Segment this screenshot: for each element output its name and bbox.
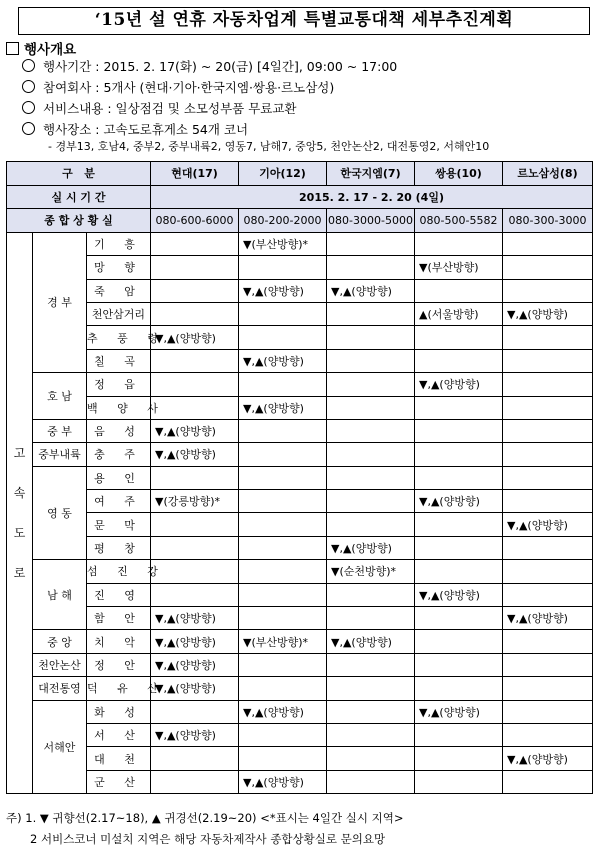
rest-area-row [7,653,593,676]
service-cell [415,466,503,489]
service-cell [503,583,593,606]
overview-item [22,57,397,75]
phone-number: 080-200-2000 [239,209,327,233]
rest-area-row [7,232,593,255]
service-cell [151,583,239,606]
service-cell [327,770,415,793]
rest-area-row [7,373,593,396]
service-cell [503,653,593,676]
company-header: 기아(12) [239,162,327,186]
service-cell [327,302,415,325]
service-cell [239,583,327,606]
rest-area-name: 섬 진 강 [87,560,151,583]
rest-area-row [7,630,593,653]
rest-area-row [7,490,593,513]
service-cell: ▼,▲(양방향) [239,396,327,419]
service-cell [151,513,239,536]
service-cell [503,279,593,302]
service-cell [503,232,593,255]
rest-area-row [7,466,593,489]
overview-heading [6,38,76,58]
service-cell [415,653,503,676]
rest-area-name: 칠 곡 [87,349,151,372]
highway-name: 중부내륙 [33,443,87,466]
service-cell [239,653,327,676]
service-cell [415,349,503,372]
service-cell [327,607,415,630]
service-cell [239,443,327,466]
highway-name: 영 동 [33,466,87,560]
service-cell: ▲(서울방향) [415,302,503,325]
service-cell [239,302,327,325]
corner-breakdown: - 경부13, 호남4, 중부2, 중부내륙2, 영동7, 남해7, 중앙5, 천안논산2, 대전통영2, 서해안10 [48,140,490,153]
service-cell: ▼,▲(양방향) [239,770,327,793]
overview-item-text: 참여회사 : 5개사 (현대·기아·한국지엠·쌍용·르노삼성) [43,80,335,95]
service-cell: ▼,▲(양방향) [151,653,239,676]
service-cell [151,536,239,559]
service-cell [327,490,415,513]
service-cell: ▼,▲(양방향) [151,723,239,746]
highway-name: 남 해 [33,560,87,630]
service-cell [415,560,503,583]
highway-name: 대전통영 [33,677,87,700]
rest-area-row [7,443,593,466]
highway-name: 서해안 [33,700,87,794]
service-cell: ▼,▲(양방향) [415,490,503,513]
service-cell [415,279,503,302]
service-cell: ▼,▲(양방향) [415,373,503,396]
rest-area-name: 죽 암 [87,279,151,302]
rest-area-name: 용 인 [87,466,151,489]
service-cell: ▼,▲(양방향) [151,630,239,653]
highway-label-char: 속 [13,485,26,500]
service-cell [503,443,593,466]
circle-bullet-icon [22,122,35,135]
period-row [7,185,593,209]
service-cell [239,326,327,349]
period-value: 2015. 2. 17 - 2. 20 (4일) [151,185,593,209]
service-cell [415,723,503,746]
rest-area-name: 평 창 [87,536,151,559]
service-cell [151,232,239,255]
service-cell [239,723,327,746]
period-label: 실 시 기 간 [7,185,151,209]
service-cell [151,349,239,372]
service-cell: ▼,▲(양방향) [503,747,593,770]
service-cell [327,326,415,349]
service-cell: ▼(부산방향)* [239,630,327,653]
company-header: 현대(17) [151,162,239,186]
rest-area-row [7,419,593,442]
circle-bullet-icon [22,59,35,72]
rest-area-name: 화 성 [87,700,151,723]
service-cell [327,747,415,770]
service-cell [327,583,415,606]
service-cell [503,630,593,653]
footnote-1: 주) 1. ▼ 귀향선(2.17~18), ▲ 귀경선(2.19~20) <*표시는 4일간 실시 지역> [6,811,404,825]
highway-name: 천안논산 [33,653,87,676]
service-cell [239,536,327,559]
rest-area-name: 기 흥 [87,232,151,255]
overview-heading-label: 행사개요 [24,42,77,58]
service-cell [415,536,503,559]
service-cell [327,232,415,255]
rest-area-name: 서 산 [87,723,151,746]
company-header: 르노삼성(8) [503,162,593,186]
service-cell [151,302,239,325]
rest-area-row [7,770,593,793]
highway-label-char: 도 [13,525,26,540]
service-cell [503,677,593,700]
service-cell [151,256,239,279]
service-cell [503,560,593,583]
overview-item [22,120,248,138]
schedule-table [6,161,593,794]
service-cell [327,396,415,419]
rest-area-row [7,349,593,372]
service-cell [327,373,415,396]
highway-name: 경 부 [33,232,87,372]
overview-item-text: 서비스내용 : 일상점검 및 소모성부품 무료교환 [43,101,297,116]
service-cell [327,513,415,536]
rest-area-row [7,747,593,770]
service-cell [415,419,503,442]
service-cell [415,630,503,653]
highway-label-char: 고 [13,445,26,460]
service-cell: ▼,▲(양방향) [415,583,503,606]
service-cell [415,396,503,419]
service-cell [415,513,503,536]
service-cell: ▼(부산방향)* [239,232,327,255]
service-cell [239,513,327,536]
phone-number: 080-500-5582 [415,209,503,233]
service-cell [239,490,327,513]
service-cell: ▼,▲(양방향) [415,700,503,723]
rest-area-name: 백 양 사 [87,396,151,419]
service-cell [151,279,239,302]
rest-area-name: 문 막 [87,513,151,536]
service-cell [415,677,503,700]
service-cell [239,466,327,489]
highway-name: 중 부 [33,419,87,442]
rest-area-row [7,677,593,700]
overview-item-text: 행사기간 : 2015. 2. 17(화) ~ 20(금) [4일간], 09:00 ~ 17:00 [43,59,398,74]
service-cell [239,677,327,700]
service-cell [327,443,415,466]
service-cell [327,677,415,700]
rest-area-row [7,326,593,349]
rest-area-name: 대 천 [87,747,151,770]
service-cell: ▼,▲(양방향) [503,302,593,325]
header-label: 구 분 [7,162,151,186]
service-cell: ▼,▲(양방향) [151,326,239,349]
rest-area-name: 정 안 [87,653,151,676]
service-cell [503,700,593,723]
service-cell [503,396,593,419]
service-cell: ▼,▲(양방향) [327,279,415,302]
highway-label [7,232,33,793]
rest-area-row [7,536,593,559]
overview-item [22,99,297,117]
service-cell: ▼(강릉방향)* [151,490,239,513]
rest-area-name: 추 풍 령 [87,326,151,349]
service-cell [415,232,503,255]
company-header: 쌍용(10) [415,162,503,186]
rest-area-name: 함 안 [87,607,151,630]
circle-bullet-icon [22,80,35,93]
service-cell [151,466,239,489]
phone-label: 종 합 상 황 실 [7,209,151,233]
service-cell: ▼(순천방향)* [327,560,415,583]
service-cell [151,747,239,770]
service-cell [415,326,503,349]
overview-item [22,78,334,96]
rest-area-row [7,302,593,325]
service-cell [503,466,593,489]
service-cell [327,700,415,723]
service-cell [239,747,327,770]
rest-area-name: 정 읍 [87,373,151,396]
service-cell [503,419,593,442]
service-cell: ▼,▲(양방향) [239,700,327,723]
service-cell: ▼,▲(양방향) [151,677,239,700]
service-cell [503,490,593,513]
service-cell [503,256,593,279]
rest-area-row [7,583,593,606]
service-cell [503,373,593,396]
rest-area-name: 치 악 [87,630,151,653]
service-cell: ▼,▲(양방향) [239,279,327,302]
service-cell: ▼(부산방향) [415,256,503,279]
rest-area-row [7,723,593,746]
rest-area-row [7,279,593,302]
service-cell [151,770,239,793]
service-cell: ▼,▲(양방향) [151,419,239,442]
rest-area-name: 천안삼거리 [87,302,151,325]
service-cell: ▼,▲(양방향) [327,536,415,559]
service-cell [239,373,327,396]
footnote-2: 2 서비스코너 미설치 지역은 해당 자동차제작사 종합상황실로 문의요망 [30,832,386,846]
phone-number: 080-600-6000 [151,209,239,233]
rest-area-name: 망 향 [87,256,151,279]
header-row [7,162,593,186]
rest-area-name: 충 주 [87,443,151,466]
rest-area-name: 덕 유 산 [87,677,151,700]
highway-name: 중 앙 [33,630,87,653]
rest-area-name: 군 산 [87,770,151,793]
service-cell [503,723,593,746]
rest-area-row [7,607,593,630]
service-cell [327,256,415,279]
service-cell: ▼,▲(양방향) [151,607,239,630]
service-cell: ▼,▲(양방향) [151,443,239,466]
service-cell [503,536,593,559]
service-cell [239,419,327,442]
service-cell [327,723,415,746]
highway-name: 호 남 [33,373,87,420]
service-cell [503,326,593,349]
service-cell [327,466,415,489]
service-cell [415,607,503,630]
highway-label-char: 로 [13,565,26,580]
rest-area-row [7,256,593,279]
square-bullet-icon [6,42,19,55]
overview-item-text: 행사장소 : 고속도로휴게소 54개 코너 [43,122,249,137]
page-title: ‘15년 설 연휴 자동차업계 특별교통대책 세부추진계획 [18,7,590,35]
service-cell [239,607,327,630]
rest-area-row [7,700,593,723]
service-cell: ▼,▲(양방향) [503,607,593,630]
company-header: 한국지엠(7) [327,162,415,186]
service-cell [327,419,415,442]
service-cell [415,443,503,466]
phone-row [7,209,593,233]
circle-bullet-icon [22,101,35,114]
rest-area-row [7,396,593,419]
rest-area-name: 음 성 [87,419,151,442]
service-cell [151,700,239,723]
service-cell [327,653,415,676]
service-cell [503,770,593,793]
service-cell [327,349,415,372]
service-cell: ▼,▲(양방향) [503,513,593,536]
rest-area-name: 진 영 [87,583,151,606]
service-cell [151,373,239,396]
service-cell [239,560,327,583]
phone-number: 080-3000-5000 [327,209,415,233]
rest-area-name: 여 주 [87,490,151,513]
service-cell: ▼,▲(양방향) [327,630,415,653]
service-cell [415,747,503,770]
service-cell [415,770,503,793]
rest-area-row [7,513,593,536]
service-cell [503,349,593,372]
service-cell [239,256,327,279]
service-cell: ▼,▲(양방향) [239,349,327,372]
rest-area-row [7,560,593,583]
phone-number: 080-300-3000 [503,209,593,233]
